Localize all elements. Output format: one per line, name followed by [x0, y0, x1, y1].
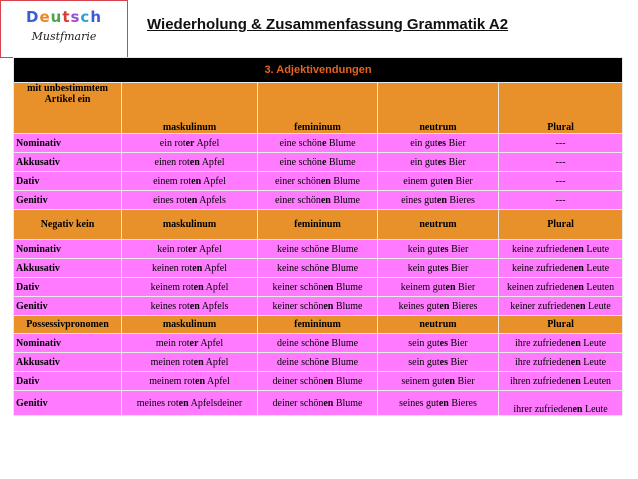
gender-header: maskulinum: [122, 83, 258, 134]
declension-cell: [122, 297, 258, 316]
adjective-ending: es: [437, 137, 447, 149]
adjective-ending: en: [193, 356, 204, 368]
adjective-ending: es: [440, 262, 449, 274]
case-label: Dativ: [14, 372, 122, 391]
cell-stem: einer schön: [275, 175, 321, 187]
cell-noun: Leuten: [580, 375, 612, 387]
logo-letter: c: [80, 8, 91, 26]
table-row: [14, 134, 623, 153]
cell-stem: keinen rot: [152, 262, 193, 274]
adjective-ending: es: [439, 337, 448, 349]
cell-stem: keiner schön: [272, 281, 324, 293]
cell-noun: Blume: [328, 356, 359, 368]
cell-stem: eine schön: [279, 137, 322, 149]
cell-noun: Blume: [328, 262, 359, 274]
declension-cell: [122, 191, 258, 210]
cell-stem: keine zufrieden: [511, 262, 574, 274]
gender-header: Plural: [499, 316, 623, 334]
declension-cell: [122, 153, 258, 172]
cell-stem: sein gut: [408, 337, 440, 349]
declension-cell: [378, 297, 499, 316]
declension-cell: [122, 259, 258, 278]
cell-stem: keinen zufrieden: [506, 281, 574, 293]
declension-cell: [122, 240, 258, 259]
declension-cell: [378, 278, 499, 297]
case-label: Dativ: [14, 278, 122, 297]
declension-cell: [258, 278, 378, 297]
cell-stem: eines gut: [401, 194, 437, 206]
cell-stem: ---: [555, 175, 566, 187]
adjective-ending: en: [573, 281, 584, 293]
cell-stem: meinem rot: [149, 375, 196, 387]
declension-cell: [499, 278, 623, 297]
cell-stem: keinem gut: [400, 281, 446, 293]
declension-cell: [499, 153, 623, 172]
adjective-ending: en: [189, 300, 200, 312]
table-row: [14, 278, 623, 297]
declension-cell: [258, 153, 378, 172]
cell-stem: ---: [555, 137, 566, 149]
adjective-ending: en: [178, 397, 189, 409]
cell-stem: ihren zufrieden: [509, 375, 571, 387]
adjective-ending: en: [320, 194, 331, 206]
adjective-ending: en: [443, 175, 453, 187]
table-row: [14, 391, 623, 416]
declension-cell: [499, 259, 623, 278]
cell-noun: Blume: [326, 156, 356, 168]
cell-noun: Leute: [582, 404, 608, 415]
gender-header: neutrum: [378, 83, 499, 134]
cell-noun: Leute: [585, 300, 611, 312]
case-label: Nominativ: [14, 334, 122, 353]
section-header-row: [14, 210, 623, 240]
cell-noun: Leute: [583, 243, 610, 255]
declension-cell: [378, 391, 499, 416]
declension-cell: [122, 353, 258, 372]
declension-cell: [258, 334, 378, 353]
cell-stem: seinem gut: [401, 375, 445, 387]
article-type-header: mit unbestimmtem Artikel ein: [14, 83, 122, 134]
cell-stem: ihre zufrieden: [514, 337, 571, 349]
case-label: Dativ: [14, 172, 122, 191]
gender-header: femininum: [258, 210, 378, 240]
cell-stem: eine schön: [279, 156, 322, 168]
adjective-ending: en: [323, 281, 334, 293]
cell-stem: deine schön: [276, 337, 325, 349]
gender-header: Plural: [499, 83, 623, 134]
cell-noun: Apfel: [205, 375, 230, 387]
adjective-ending: e: [321, 156, 327, 168]
declension-cell: [499, 240, 623, 259]
adjective-ending: en: [570, 337, 581, 349]
cell-noun: Apfels: [188, 397, 218, 409]
declension-cell: [258, 372, 378, 391]
cell-stem: keinem rot: [150, 281, 194, 293]
adjective-ending: e: [321, 137, 327, 149]
cell-noun: Bier: [455, 281, 476, 293]
cell-stem: keine schön: [276, 243, 325, 255]
adjective-ending: en: [323, 300, 334, 312]
logo-letter: e: [39, 8, 51, 26]
cell-stem: sein gut: [408, 356, 440, 368]
cell-noun: Blume: [333, 375, 363, 387]
cell-noun: Bier: [448, 356, 468, 368]
cell-stem: kein gut: [407, 262, 441, 274]
cell-noun: Leute: [583, 262, 610, 274]
declension-cell: [258, 240, 378, 259]
adjective-ending: er: [188, 243, 197, 255]
declension-cell: [122, 172, 258, 191]
cell-stem: deiner schön: [272, 375, 324, 387]
declension-cell: [258, 353, 378, 372]
declension-cell: [258, 191, 378, 210]
cell-noun: Bieres: [446, 194, 475, 206]
cell-noun: Blume: [330, 175, 360, 187]
logo: [0, 0, 128, 58]
cell-noun: Blume: [328, 337, 359, 349]
adjective-ending: en: [570, 375, 581, 387]
declension-cell: [499, 191, 623, 210]
declension-cell: [378, 259, 499, 278]
cell-stem: ---: [555, 156, 566, 168]
adjective-ending: en: [320, 175, 331, 187]
declension-cell: [122, 278, 258, 297]
cell-stem: deiner schön: [272, 397, 324, 409]
cell-stem: mein rot: [155, 337, 190, 349]
declension-cell: [122, 391, 258, 416]
section-header-row: [14, 83, 623, 134]
cell-noun: Bier: [453, 175, 473, 187]
case-label: Akkusativ: [14, 259, 122, 278]
cell-noun: Apfel: [203, 356, 229, 368]
adjective-ending: en: [436, 194, 447, 206]
cell-stem: ---: [555, 194, 566, 206]
cell-noun: Leuten: [583, 281, 615, 293]
cell-stem: ihre zufrieden: [514, 356, 571, 368]
declension-cell: [122, 372, 258, 391]
declension-cell: [258, 297, 378, 316]
cell-noun: Bieres: [449, 300, 478, 312]
gender-header: maskulinum: [122, 210, 258, 240]
declension-cell: [378, 353, 499, 372]
gender-header: neutrum: [378, 316, 499, 334]
adjective-ending: e: [324, 262, 329, 274]
cell-noun: Apfel: [201, 175, 226, 187]
cell-stem: kein gut: [407, 243, 441, 255]
section-header-row: [14, 316, 623, 334]
declension-cell: [499, 172, 623, 191]
declension-cell: [258, 134, 378, 153]
case-label: Nominativ: [14, 134, 122, 153]
cell-noun: Blume: [333, 300, 363, 312]
cell-noun: Apfel: [197, 243, 222, 255]
cell-noun: Bier: [448, 337, 468, 349]
gender-header: femininum: [258, 83, 378, 134]
adjective-ending: en: [189, 156, 200, 168]
declension-cell: [258, 172, 378, 191]
cell-noun: Apfel: [203, 281, 229, 293]
adjective-ending: en: [570, 356, 581, 368]
adjective-ending: en: [438, 397, 449, 409]
cell-noun: Bier: [454, 375, 475, 387]
cell-stem: ein gut: [410, 156, 438, 168]
case-label: Akkusativ: [14, 153, 122, 172]
logo-letter: t: [62, 8, 71, 26]
declension-cell: [499, 134, 623, 153]
adjective-ending: en: [444, 375, 455, 387]
cell-noun: Blume: [333, 281, 363, 293]
declension-cell: [378, 134, 499, 153]
cell-stem: keiner zufrieden: [510, 300, 576, 312]
cell-stem: keine zufrieden: [511, 243, 574, 255]
cell-noun: Bieres: [448, 397, 477, 409]
cell-stem: eines rot: [153, 194, 188, 206]
adjective-ending: en: [195, 375, 206, 387]
cell-noun: Leute: [580, 337, 607, 349]
declension-cell: [499, 372, 623, 391]
cell-noun: Blume: [328, 243, 359, 255]
declension-cell: [122, 134, 258, 153]
cell-noun: Apfel: [194, 137, 220, 149]
adjective-ending: en: [323, 375, 334, 387]
cell-stem: einem gut: [403, 175, 443, 187]
adjective-ending: e: [324, 337, 329, 349]
article-type-header: Possessivpronomen: [14, 316, 122, 334]
article-type-header: Negativ kein: [14, 210, 122, 240]
cell-noun: Blume: [326, 137, 356, 149]
cell-stem: ein gut: [410, 137, 438, 149]
case-label: Nominativ: [14, 240, 122, 259]
table-row: [14, 191, 623, 210]
declension-cell: [258, 259, 378, 278]
cell-noun: Blume: [330, 194, 360, 206]
table-row: [14, 240, 623, 259]
adjective-ending: es: [437, 156, 447, 168]
declension-cell: [499, 353, 623, 372]
table-row: [14, 334, 623, 353]
logo-letter: s: [70, 8, 81, 26]
cell-noun: Apfel: [202, 262, 227, 274]
adjective-ending: en: [323, 397, 334, 409]
adjective-ending: en: [192, 262, 203, 274]
cell-stem: seines gut: [399, 397, 439, 409]
cell-noun: Apfels: [199, 300, 229, 312]
table-row: [14, 353, 623, 372]
logo-letter: u: [50, 8, 63, 26]
cell-noun: Bier: [448, 243, 469, 255]
cell-stem: meinen rot: [150, 356, 194, 368]
case-label: Akkusativ: [14, 353, 122, 372]
declension-cell: [378, 334, 499, 353]
adjective-ending: e: [324, 356, 329, 368]
cell-stem: ihrer zufrieden: [513, 404, 573, 415]
adjective-ending: es: [440, 243, 449, 255]
declension-cell: [378, 172, 499, 191]
cell-stem: kein rot: [157, 243, 189, 255]
case-label: Genitiv: [14, 391, 122, 416]
gender-header: maskulinum: [122, 316, 258, 334]
table-bottom-border: [13, 415, 622, 416]
cell-noun: Apfels: [197, 194, 226, 206]
declension-cell: [378, 372, 499, 391]
adjective-ending: en: [573, 262, 584, 274]
adjective-ending: en: [187, 194, 198, 206]
adjective-ending: en: [572, 404, 583, 415]
cell-stem: keines gut: [398, 300, 440, 312]
table-row: [14, 172, 623, 191]
cell-overflow: deiner: [217, 397, 243, 409]
cell-stem: einem rot: [153, 175, 192, 187]
page-title: Wiederholung & Zusammenfassung Grammatik A2: [147, 16, 509, 33]
case-label: Genitiv: [14, 297, 122, 316]
adjective-ending: en: [445, 281, 456, 293]
table-title: 3. Adjektivendungen: [14, 58, 623, 83]
adjective-ending: en: [193, 281, 204, 293]
table-row: [14, 372, 623, 391]
cell-noun: Apfel: [199, 156, 225, 168]
cell-noun: Bier: [448, 262, 469, 274]
declension-cell: [499, 297, 623, 316]
declension-cell: [378, 191, 499, 210]
cell-noun: Leute: [580, 356, 607, 368]
adjective-ending: e: [324, 243, 329, 255]
cell-stem: einer schön: [275, 194, 321, 206]
gender-header: femininum: [258, 316, 378, 334]
cell-stem: meines rot: [136, 397, 179, 409]
gender-header: neutrum: [378, 210, 499, 240]
case-label: Genitiv: [14, 191, 122, 210]
declension-cell: [122, 334, 258, 353]
adjective-endings-table: [13, 57, 623, 416]
cell-stem: deine schön: [276, 356, 325, 368]
declension-cell: [378, 240, 499, 259]
logo-title: [1, 8, 127, 26]
cell-noun: Bier: [446, 156, 466, 168]
table-row: [14, 297, 623, 316]
table-row: [14, 153, 623, 172]
adjective-ending: er: [185, 137, 195, 149]
cell-noun: Blume: [333, 397, 363, 409]
declension-cell: [499, 334, 623, 353]
adjective-ending: en: [573, 243, 584, 255]
cell-noun: Apfel: [198, 337, 224, 349]
declension-cell: [378, 153, 499, 172]
table-title-row: [14, 58, 623, 83]
table-row: [14, 259, 623, 278]
cell-stem: ein rot: [159, 137, 186, 149]
adjective-ending: es: [439, 356, 448, 368]
gender-header: Plural: [499, 210, 623, 240]
cell-stem: keiner schön: [272, 300, 324, 312]
declension-cell: [499, 391, 623, 416]
adjective-ending: en: [439, 300, 450, 312]
cell-stem: keine schön: [276, 262, 325, 274]
adjective-ending: er: [189, 337, 199, 349]
adjective-ending: en: [191, 175, 202, 187]
logo-letter: h: [90, 8, 103, 26]
adjective-ending: en: [575, 300, 586, 312]
declension-cell: [258, 391, 378, 416]
cell-stem: keines rot: [150, 300, 190, 312]
logo-subtitle: Mustfmarie: [31, 30, 97, 43]
cell-stem: einen rot: [154, 156, 190, 168]
logo-letter: D: [25, 8, 40, 26]
cell-noun: Bier: [446, 137, 466, 149]
